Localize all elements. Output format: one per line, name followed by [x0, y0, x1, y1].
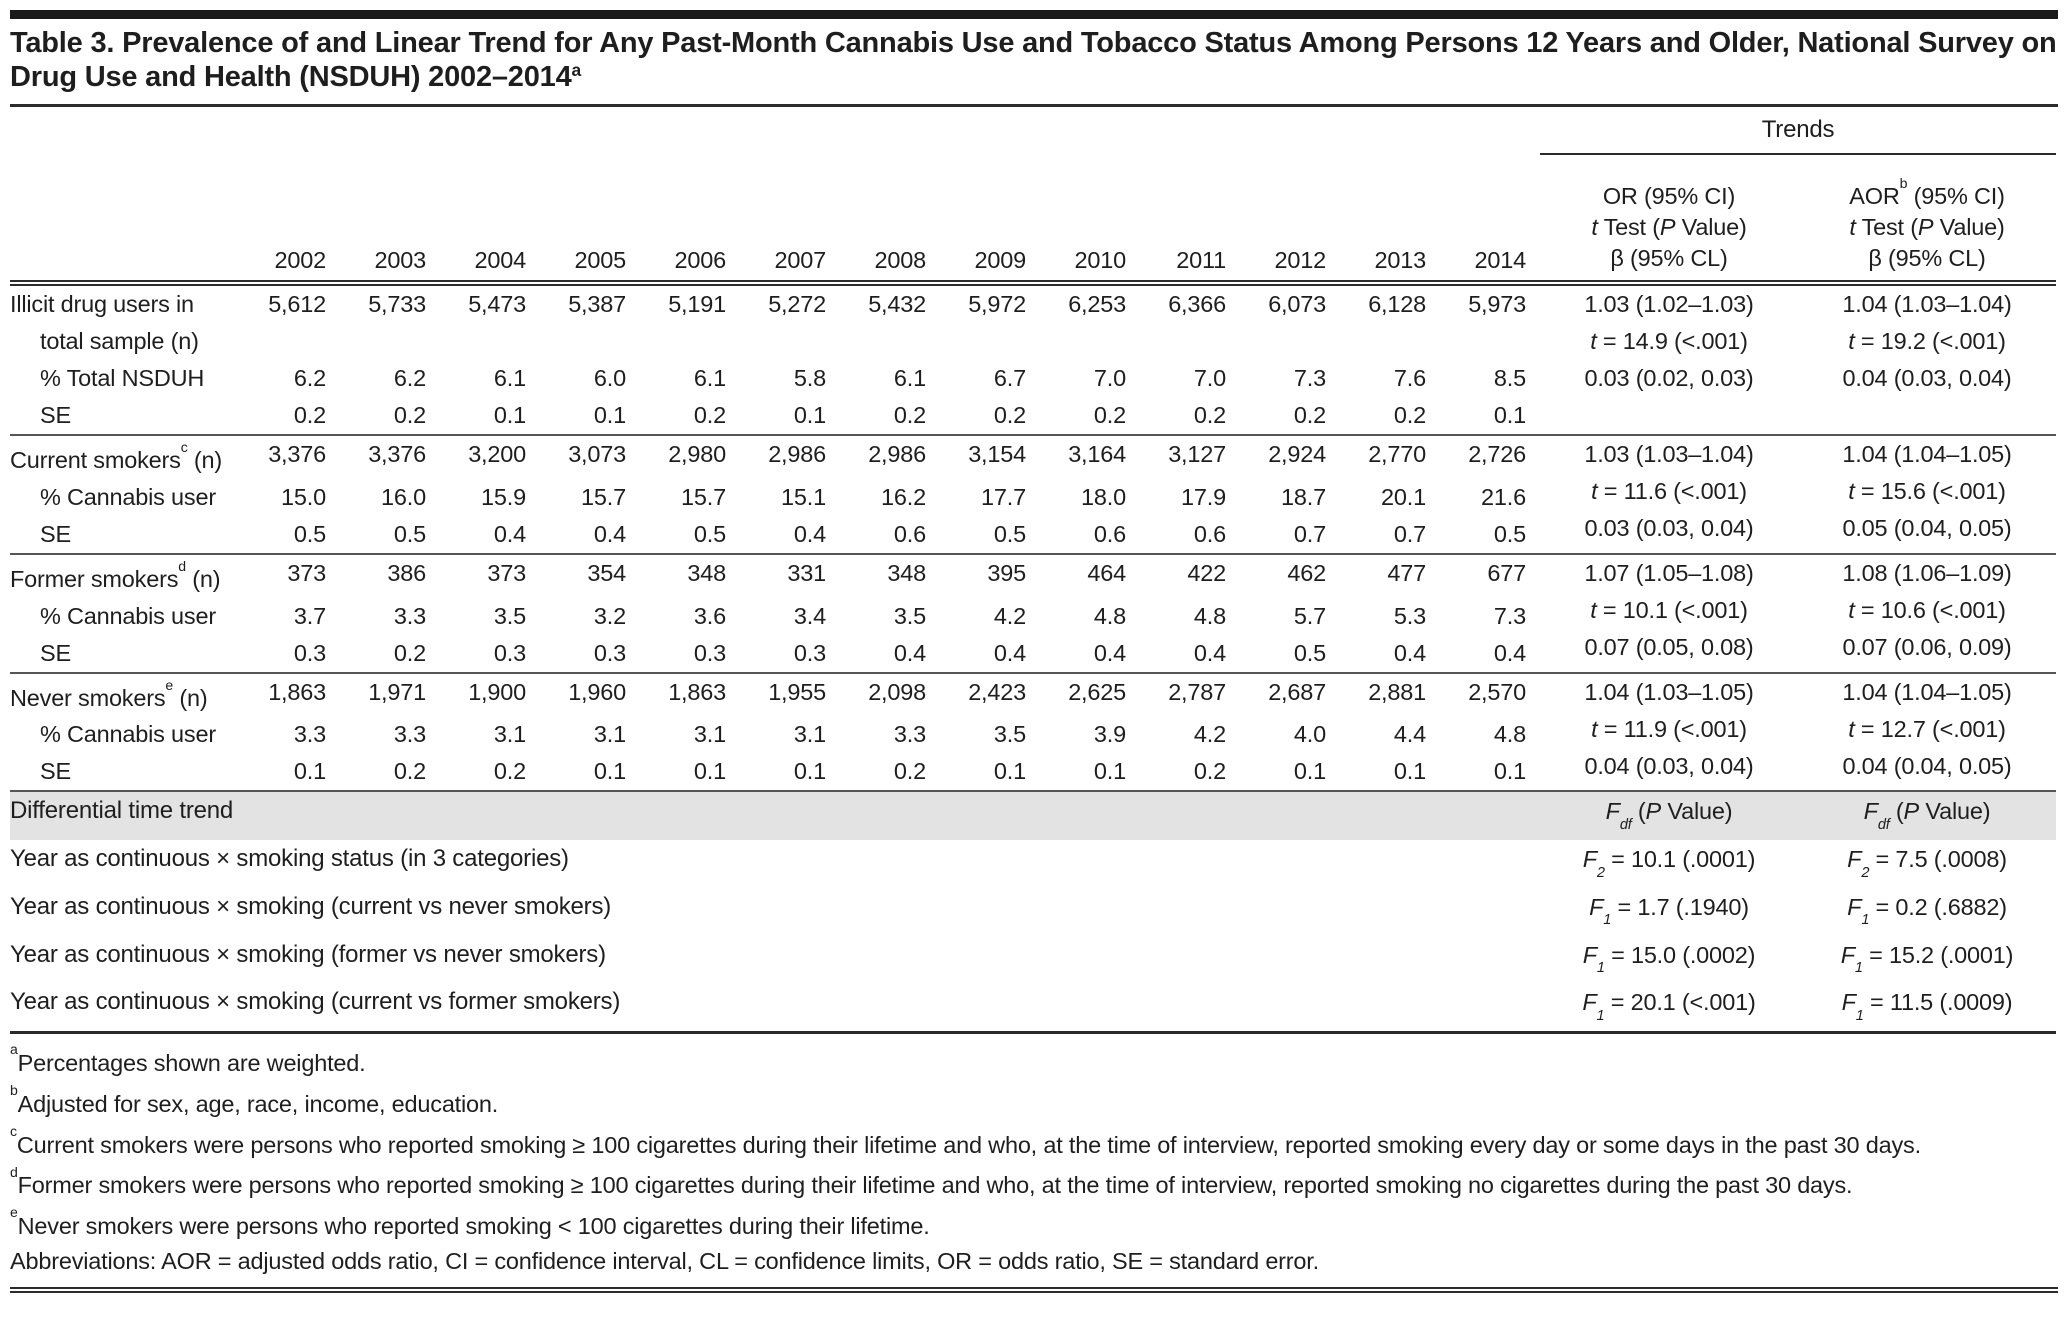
f-value-or: $F_1 = 1.7$ (.1940): [1589, 893, 1749, 929]
value-cell: 331: [740, 554, 840, 598]
year-column-header: 2012: [1240, 154, 1340, 283]
value-cell: 0.1: [493, 402, 526, 428]
fdf-header-or: $F_{df}$ (P Value): [1540, 791, 1798, 840]
value-cell: 0.1: [993, 758, 1026, 785]
value-cell: 0.2: [393, 402, 426, 428]
value-cell: 5,973: [1468, 291, 1526, 317]
value-cell: 3.2: [593, 602, 626, 629]
value-cell: 7.3: [1493, 602, 1526, 629]
value-cell: 15.7: [581, 483, 626, 510]
year-column-header: 2002: [240, 154, 340, 283]
value-cell: 0.2: [1193, 402, 1226, 428]
value-cell: 1,900: [440, 673, 540, 717]
differential-row-label: Year as continuous × smoking (current vs former smokers): [10, 983, 1540, 1032]
value-cell: 6,073: [1268, 291, 1326, 317]
aor-ttest: t = 19.2 (<.001): [1848, 328, 2006, 354]
value-cell: 0.3: [793, 639, 826, 666]
or-beta: 0.04 (0.03, 0.04): [1584, 752, 1754, 779]
or-column-header: OR (95% CI) t Test (P Value) β (95% CL): [1540, 154, 1798, 283]
value-cell: 3.5: [993, 721, 1026, 748]
value-cell: 6.2: [393, 365, 426, 391]
value-cell: 422: [1140, 554, 1240, 598]
value-cell: 8.5: [1493, 365, 1526, 391]
year-column-header: 2009: [940, 154, 1040, 283]
value-cell: 0.4: [993, 639, 1026, 666]
value-cell: 2,924: [1240, 435, 1340, 479]
value-cell: 0.2: [1393, 402, 1426, 428]
f-value-aor: $F_1 = 15.2$ (.0001): [1840, 941, 2014, 976]
value-cell: 3.1: [593, 721, 626, 748]
value-cell: 0.5: [693, 520, 726, 547]
value-cell: 15.1: [781, 483, 826, 510]
or-beta: 0.03 (0.02, 0.03): [1584, 365, 1754, 391]
aor-beta: 0.05 (0.04, 0.05): [1842, 515, 2012, 541]
aor-beta: 0.04 (0.03, 0.04): [1842, 365, 2012, 391]
value-cell: 2,787: [1140, 673, 1240, 717]
year-column-header: 2011: [1140, 154, 1240, 283]
footnote-d: $^d$Former smokers were persons who reported smoking ≥ 100 cigarettes during their lifetime and who, at the time of interview, reported smoking no cigarettes during the past 30 days.: [10, 1163, 1853, 1199]
value-cell: 1,971: [340, 673, 440, 717]
value-cell: 348: [640, 554, 740, 598]
group-never-smokers: [10, 673, 2056, 792]
value-cell: 3.3: [893, 721, 926, 748]
value-cell: 354: [540, 554, 640, 598]
value-cell: 0.2: [393, 639, 426, 666]
value-cell: 5,387: [568, 291, 626, 317]
row-label: % Cannabis user: [40, 721, 216, 748]
aor-beta: 0.04 (0.04, 0.05): [1842, 752, 2012, 779]
value-cell: 4.8: [1093, 602, 1126, 629]
row-label: SE: [40, 520, 71, 547]
value-cell: 373: [240, 554, 340, 598]
value-cell: 7.3: [1293, 365, 1326, 391]
value-cell: 3.4: [793, 602, 826, 629]
year-column-header: 2005: [540, 154, 640, 283]
row-label: Current smokers$^c$ (n): [10, 435, 240, 479]
value-cell: 0.1: [593, 758, 626, 785]
value-cell: 6.1: [493, 365, 526, 391]
year-column-header: 2008: [840, 154, 940, 283]
value-cell: 3.1: [793, 721, 826, 748]
value-cell: 17.7: [981, 483, 1026, 510]
value-cell: 2,098: [840, 673, 940, 717]
value-cell: 3,164: [1040, 435, 1140, 479]
row-label: % Cannabis user: [40, 602, 216, 629]
f-value-or: $F_1 = 20.1$ (<.001): [1540, 983, 1798, 1032]
value-cell: 0.4: [1393, 639, 1426, 666]
value-cell: 464: [1040, 554, 1140, 598]
year-column-header: 2004: [440, 154, 540, 283]
value-cell: 462: [1240, 554, 1340, 598]
value-cell: 0.7: [1293, 520, 1326, 547]
value-cell: 0.2: [893, 402, 926, 428]
value-cell: 0.4: [493, 520, 526, 547]
value-cell: 2,770: [1340, 435, 1440, 479]
or-beta: 0.07 (0.05, 0.08): [1584, 633, 1754, 660]
value-cell: 2,986: [840, 435, 940, 479]
footnote-a: $^a$Percentages shown are weighted.: [10, 1041, 366, 1076]
f-value-or: $F_1 = 15.0$ (.0002): [1582, 941, 1756, 976]
value-cell: 0.4: [793, 520, 826, 547]
value-cell: 3.1: [493, 721, 526, 748]
value-cell: 4.8: [1493, 721, 1526, 748]
fdf-header-aor: $F_{df}$ (P Value): [1798, 791, 2056, 840]
or-ttest: t = 11.9 (<.001): [1591, 715, 1747, 742]
value-cell: 477: [1340, 554, 1440, 598]
value-cell: 6.2: [293, 365, 326, 391]
value-cell: 0.5: [393, 520, 426, 547]
table-header: [10, 107, 2056, 283]
value-cell: 6,253: [1068, 291, 1126, 317]
aor-ttest: t = 15.6 (<.001): [1848, 478, 2006, 504]
value-cell: 2,986: [740, 435, 840, 479]
row-label: SE: [40, 402, 71, 428]
group-former-smokers: [10, 554, 2056, 673]
value-cell: 1,960: [540, 673, 640, 717]
year-column-header: 2006: [640, 154, 740, 283]
value-cell: 3.9: [1093, 721, 1126, 748]
value-cell: 5,432: [868, 291, 926, 317]
value-cell: 0.4: [1093, 639, 1126, 666]
differential-row-label: Year as continuous × smoking (former vs never smokers): [10, 940, 606, 968]
value-cell: 5.3: [1393, 602, 1426, 629]
value-cell: 5,272: [768, 291, 826, 317]
value-cell: 3,154: [940, 435, 1040, 479]
value-cell: 0.7: [1393, 520, 1426, 547]
value-cell: 16.2: [881, 483, 926, 510]
label-column-header: [10, 154, 240, 283]
value-cell: 18.7: [1281, 483, 1326, 510]
value-cell: 0.5: [1293, 639, 1326, 666]
top-black-bar: [10, 10, 2058, 19]
value-cell: 0.3: [593, 639, 626, 666]
aor-trend-cell: [1798, 554, 2056, 673]
aor-value: 1.04 (1.03–1.04): [1842, 291, 2012, 317]
footnote-c: $^c$Current smokers were persons who reported smoking ≥ 100 cigarettes during their lifetime and who, at the time of interview, reported smoking every day or some days in the past 30 days.: [10, 1122, 1921, 1158]
value-cell: 6,128: [1368, 291, 1426, 317]
year-column-header: 2013: [1340, 154, 1440, 283]
prevalence-table: [10, 107, 2056, 1034]
value-cell: 2,570: [1440, 673, 1540, 717]
aor-ttest: t = 12.7 (<.001): [1848, 715, 2006, 742]
row-label: SE: [40, 639, 71, 666]
aor-value: 1.04 (1.04–1.05): [1842, 678, 2012, 705]
group-current-smokers: [10, 435, 2056, 554]
value-cell: 4.0: [1293, 721, 1326, 748]
value-cell: 3,073: [540, 435, 640, 479]
aor-trend-cell: [1798, 283, 2056, 435]
value-cell: 3,200: [440, 435, 540, 479]
aor-column-header: AOR$^b$ (95% CI) t Test (P Value) β (95% CL): [1798, 154, 2056, 283]
value-cell: 6.0: [593, 365, 626, 391]
row-label-continued: total sample (n): [40, 328, 199, 354]
value-cell: 5,733: [368, 291, 426, 317]
value-cell: 15.7: [681, 483, 726, 510]
year-column-header: 2010: [1040, 154, 1140, 283]
value-cell: 0.5: [993, 520, 1026, 547]
footnotes: [10, 1040, 2058, 1279]
value-cell: 4.4: [1393, 721, 1426, 748]
value-cell: 0.2: [493, 758, 526, 785]
value-cell: 2,423: [940, 673, 1040, 717]
table-title: Table 3. Prevalence of and Linear Trend for Any Past-Month Cannabis Use and Tobacco Status Among Persons 12 Years and Older, National Survey on Drug Use and Health (NSDUH) 2002–2014$^a$: [10, 27, 2057, 93]
aor-trend-cell: [1798, 673, 2056, 792]
bottom-double-rule: [10, 1287, 2058, 1293]
footnote-abbreviations: Abbreviations: AOR = adjusted odds ratio, CI = confidence interval, CL = confidence limits, OR = odds ratio, SE = standard error.: [10, 1248, 1319, 1275]
value-cell: 16.0: [381, 483, 426, 510]
value-cell: 5,473: [468, 291, 526, 317]
or-trend-cell: [1540, 435, 1798, 554]
value-cell: 7.6: [1393, 365, 1426, 391]
value-cell: 0.1: [793, 758, 826, 785]
value-cell: 4.2: [1193, 721, 1226, 748]
value-cell: 3.5: [493, 602, 526, 629]
row-label: % Total NSDUH: [40, 365, 205, 391]
value-cell: 0.5: [1493, 520, 1526, 547]
value-cell: 3,127: [1140, 435, 1240, 479]
value-cell: 0.1: [1493, 402, 1526, 428]
value-cell: 3,376: [340, 435, 440, 479]
value-cell: 5,972: [968, 291, 1026, 317]
value-cell: 2,980: [640, 435, 740, 479]
differential-time-trend-section: [10, 791, 2056, 1032]
value-cell: 0.6: [1093, 520, 1126, 547]
differential-row-label: Year as continuous × smoking (current vs never smokers): [10, 892, 612, 920]
value-cell: 0.1: [793, 402, 826, 428]
value-cell: 0.2: [1193, 758, 1226, 785]
differential-section-header: Differential time trend: [10, 791, 1540, 840]
value-cell: 386: [340, 554, 440, 598]
empty-cells: [240, 323, 1540, 360]
aor-value: 1.04 (1.04–1.05): [1842, 441, 2012, 467]
value-cell: 3.7: [293, 602, 326, 629]
or-trend-cell: [1540, 283, 1798, 435]
value-cell: 4.2: [993, 602, 1026, 629]
value-cell: 2,726: [1440, 435, 1540, 479]
or-trend-cell: [1540, 673, 1798, 792]
aor-trend-cell: [1798, 435, 2056, 554]
value-cell: 0.2: [993, 402, 1026, 428]
value-cell: 677: [1440, 554, 1540, 598]
value-cell: 0.3: [493, 639, 526, 666]
or-value: 1.03 (1.03–1.04): [1584, 441, 1754, 467]
value-cell: 7.0: [1193, 365, 1226, 391]
value-cell: 1,863: [240, 673, 340, 717]
or-beta: 0.03 (0.03, 0.04): [1584, 515, 1754, 541]
value-cell: 0.1: [293, 758, 326, 785]
value-cell: 15.0: [281, 483, 326, 510]
or-ttest: t = 10.1 (<.001): [1590, 596, 1748, 623]
value-cell: 2,687: [1240, 673, 1340, 717]
value-cell: 5,191: [668, 291, 726, 317]
row-label: Illicit drug users in: [10, 291, 194, 317]
f-value-aor: $F_2 = 7.5$ (.0008): [1847, 846, 2007, 881]
value-cell: 2,881: [1340, 673, 1440, 717]
or-trend-cell: [1540, 554, 1798, 673]
value-cell: 0.1: [1293, 758, 1326, 785]
footnote-b: $^b$Adjusted for sex, age, race, income, education.: [10, 1082, 499, 1117]
value-cell: 0.4: [593, 520, 626, 547]
year-column-header: 2014: [1440, 154, 1540, 283]
value-cell: 0.6: [1193, 520, 1226, 547]
or-value: 1.04 (1.03–1.05): [1584, 678, 1754, 705]
or-value: 1.07 (1.05–1.08): [1584, 559, 1754, 586]
or-value: 1.03 (1.02–1.03): [1584, 291, 1754, 317]
value-cell: 3.3: [293, 721, 326, 748]
f-value-aor: $F_1 = 11.5$ (.0009): [1798, 983, 2056, 1032]
value-cell: 6.1: [693, 365, 726, 391]
year-column-header: 2007: [740, 154, 840, 283]
value-cell: 0.4: [1493, 639, 1526, 666]
value-cell: 0.2: [1293, 402, 1326, 428]
value-cell: 6.1: [893, 365, 926, 391]
value-cell: 18.0: [1081, 483, 1126, 510]
value-cell: 0.1: [693, 758, 726, 785]
value-cell: 1,863: [640, 673, 740, 717]
or-ttest: t = 11.6 (<.001): [1591, 478, 1747, 504]
aor-beta: 0.07 (0.06, 0.09): [1842, 633, 2012, 660]
value-cell: 0.6: [893, 520, 926, 547]
value-cell: 3,376: [240, 435, 340, 479]
aor-value: 1.08 (1.06–1.09): [1842, 559, 2012, 586]
value-cell: 0.4: [1193, 639, 1226, 666]
value-cell: 3.3: [393, 721, 426, 748]
value-cell: 3.1: [693, 721, 726, 748]
value-cell: 0.3: [693, 639, 726, 666]
f-value-or: $F_2 = 10.1$ (.0001): [1582, 846, 1756, 881]
value-cell: 0.1: [593, 402, 626, 428]
value-cell: 0.2: [893, 758, 926, 785]
value-cell: 348: [840, 554, 940, 598]
row-label: % Cannabis user: [40, 483, 216, 510]
footnote-e: $^e$Never smokers were persons who reported smoking < 100 cigarettes during their lifetime.: [10, 1204, 930, 1240]
value-cell: 0.2: [693, 402, 726, 428]
row-label: Never smokers$^e$ (n): [10, 673, 240, 717]
value-cell: 0.3: [293, 639, 326, 666]
or-ttest: t = 14.9 (<.001): [1590, 328, 1748, 354]
trends-group-header: Trends: [1540, 107, 2056, 154]
value-cell: 6.7: [993, 365, 1026, 391]
differential-row-label: Year as continuous × smoking status (in 3 categories): [10, 845, 569, 873]
value-cell: 3.5: [893, 602, 926, 629]
value-cell: 0.4: [893, 639, 926, 666]
value-cell: 7.0: [1093, 365, 1126, 391]
value-cell: 6,366: [1168, 291, 1226, 317]
value-cell: 0.1: [1393, 758, 1426, 785]
value-cell: 5.7: [1293, 602, 1326, 629]
f-value-aor: $F_1 = 0.2$ (.6882): [1847, 893, 2007, 929]
value-cell: 373: [440, 554, 540, 598]
value-cell: 0.2: [1093, 402, 1126, 428]
value-cell: 0.1: [1493, 758, 1526, 785]
value-cell: 5.8: [793, 365, 826, 391]
year-column-header: 2003: [340, 154, 440, 283]
value-cell: 3.6: [693, 602, 726, 629]
aor-ttest: t = 10.6 (<.001): [1848, 596, 2006, 623]
header-spacer: [10, 107, 1540, 154]
value-cell: 2,625: [1040, 673, 1140, 717]
value-cell: 17.9: [1181, 483, 1226, 510]
value-cell: 1,955: [740, 673, 840, 717]
value-cell: 21.6: [1481, 483, 1526, 510]
value-cell: 3.3: [393, 602, 426, 629]
value-cell: 0.1: [1093, 758, 1126, 785]
value-cell: 5,612: [268, 291, 326, 317]
value-cell: 395: [940, 554, 1040, 598]
value-cell: 20.1: [1381, 483, 1426, 510]
value-cell: 0.5: [293, 520, 326, 547]
value-cell: 4.8: [1193, 602, 1226, 629]
row-label: Former smokers$^d$ (n): [10, 554, 240, 598]
value-cell: 0.2: [393, 758, 426, 785]
row-label: SE: [40, 758, 71, 785]
value-cell: 15.9: [481, 483, 526, 510]
value-cell: 0.2: [293, 402, 326, 428]
group-illicit-drug-users: [10, 283, 2056, 435]
